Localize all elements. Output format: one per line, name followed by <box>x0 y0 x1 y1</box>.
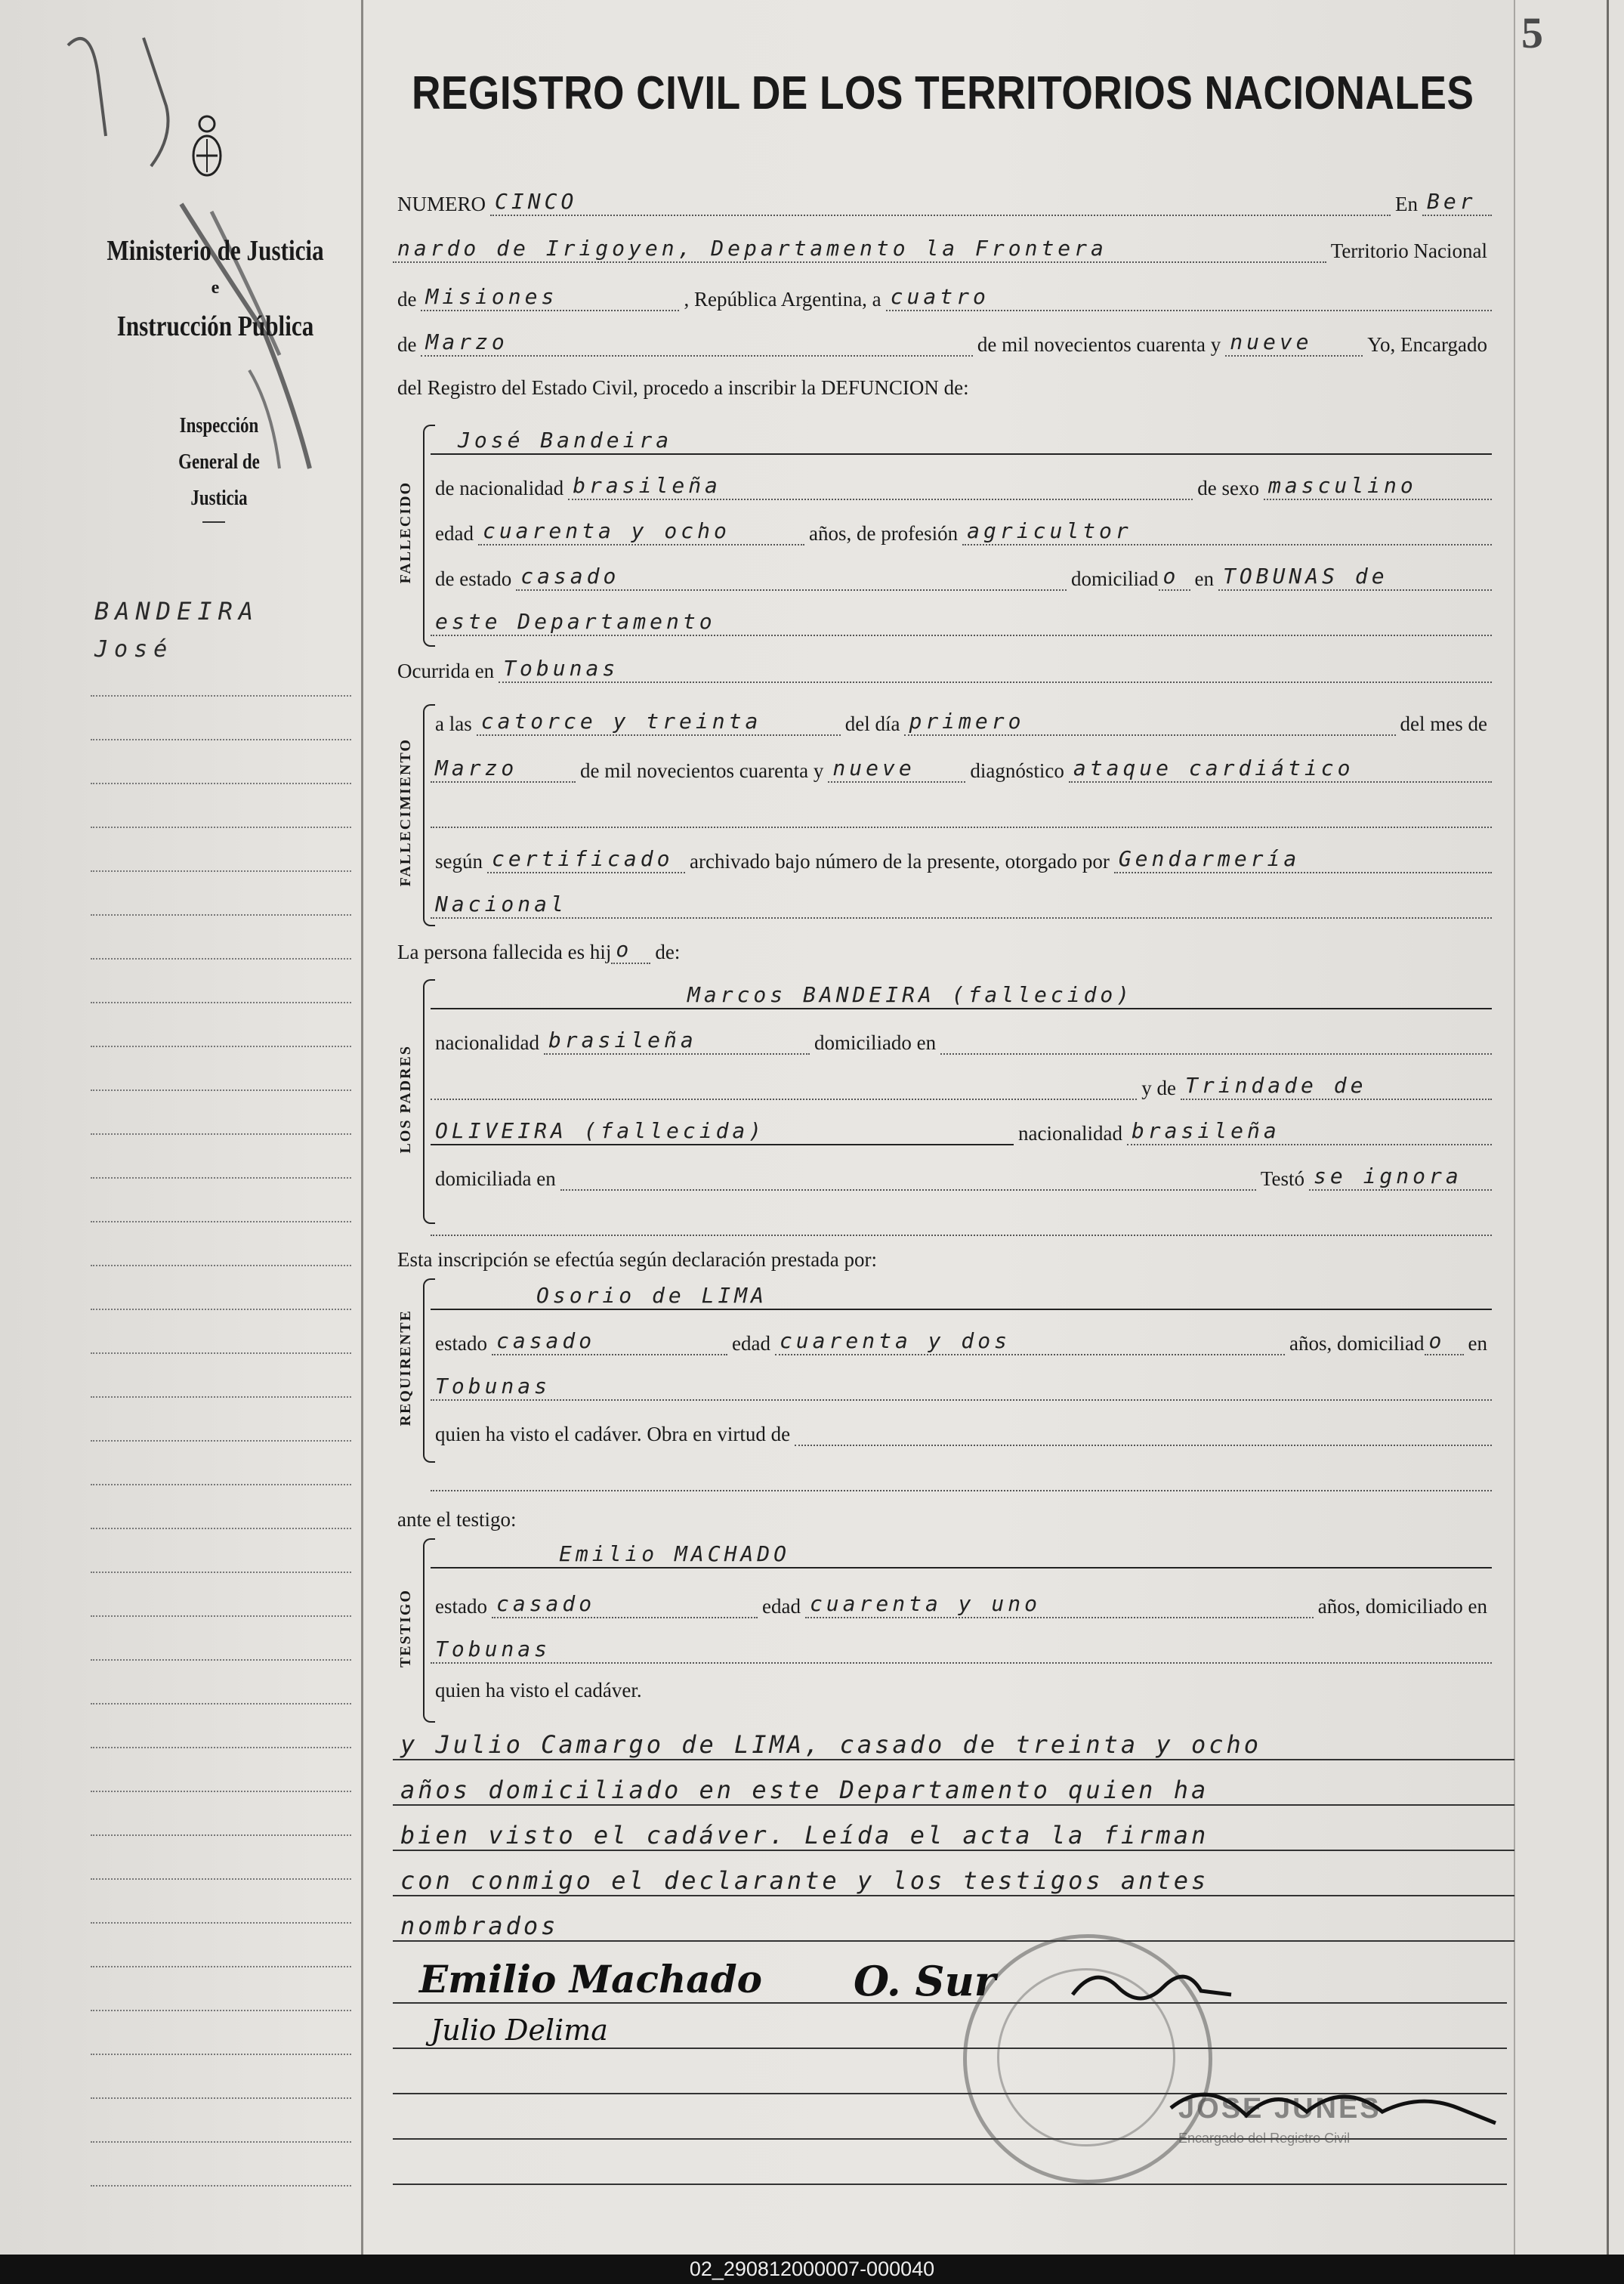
fallecido-section-label: FALLECIDO <box>397 481 414 584</box>
territorio-label: Territorio Nacional <box>1330 240 1487 262</box>
handwritten-line-3: bien visto el cadáver. Leída el acta la firman <box>393 1821 1514 1851</box>
hijo-de-label: de: <box>655 941 681 963</box>
en-label-2: en <box>1194 567 1214 590</box>
requirente-estado-label: estado <box>435 1332 487 1355</box>
fallecido-sexo: masculino <box>1264 473 1492 500</box>
requirente-name: Osorio de LIMA <box>431 1283 1492 1310</box>
margin-ruled-line <box>91 1221 351 1222</box>
page-number: 5 <box>1521 8 1543 57</box>
fallecimiento-segun: certificado <box>487 846 685 873</box>
signature-machado: Emilio Machado <box>419 1957 763 2001</box>
margin-ruled-line <box>91 1572 351 1573</box>
margin-ruled-line <box>91 783 351 784</box>
requirente-domicilio: Tobunas <box>431 1374 1492 1401</box>
requirente-domiciliado-label: años, domiciliad <box>1289 1332 1425 1355</box>
testigo-section-label: TESTIGO <box>397 1588 414 1668</box>
requirente-blank-row <box>431 1464 1492 1491</box>
stamp-subtitle: Encargado del Registro Civil <box>1178 2131 1351 2146</box>
ante-label: ante el testigo: <box>397 1508 517 1531</box>
territorio-value: Misiones <box>421 284 679 311</box>
margin-ruled-line <box>91 1177 351 1179</box>
hijo-label: La persona fallecida es hij <box>397 941 612 963</box>
y-de-label: y de <box>1141 1077 1176 1099</box>
handwritten-line-4: con conmigo el declarante y los testigos antes <box>393 1866 1514 1896</box>
testigo-visto-row <box>431 1679 1492 1702</box>
testigo-edad: cuarenta y uno <box>805 1591 1314 1618</box>
testigo-name-row <box>431 1541 1492 1569</box>
margin-ruled-line <box>91 1046 351 1047</box>
margin-ruled-line <box>91 1309 351 1310</box>
mes-row <box>393 329 1492 357</box>
de-label: de <box>397 288 417 311</box>
diagnostico-label: diagnóstico <box>970 759 1064 782</box>
archivado-label: archivado bajo número de la presente, otorgado por <box>690 850 1110 873</box>
requirente-en-label: en <box>1468 1332 1487 1355</box>
fallecimiento-otorgado: Gendarmería <box>1114 846 1492 873</box>
blank-line <box>431 801 1492 828</box>
margin-ruled-line <box>91 2097 351 2099</box>
ocurrida-value: Tobunas <box>499 656 1492 683</box>
ante-row <box>393 1508 1492 1531</box>
national-seal-icon <box>189 113 225 181</box>
madre-blank <box>431 1073 1137 1100</box>
otorgado2-row <box>431 892 1492 919</box>
fallecido-name-row <box>431 428 1492 455</box>
margin-ruled-line <box>91 1878 351 1880</box>
fallecido-nac-row <box>431 473 1492 500</box>
madre-row-2 <box>431 1118 1492 1145</box>
numero-row <box>393 189 1492 216</box>
fallecimiento-hora: catorce y treinta <box>477 709 841 736</box>
margin-ruled-line <box>91 1747 351 1748</box>
ministry-conjunction: e <box>211 278 220 298</box>
signature-delima: Julio Delima <box>431 2014 608 2047</box>
margin-ruled-line <box>91 1440 351 1442</box>
madre-row <box>431 1073 1492 1100</box>
padre-nac-row <box>431 1028 1492 1055</box>
declaracion-row <box>393 1248 1492 1272</box>
ministry-title: Ministerio de Justicia <box>107 235 324 267</box>
domiciliado-suffix: o <box>1159 564 1190 591</box>
requirente-blank-line <box>431 1464 1492 1491</box>
ministry-subtitle: Instrucción Pública <box>116 311 314 342</box>
stamp-name: JOSE JUNES <box>1178 2093 1382 2125</box>
margin-ruled-line <box>91 827 351 828</box>
margin-column <box>0 0 363 2255</box>
edad-label: edad <box>435 522 474 545</box>
margin-ruled-line <box>91 1484 351 1485</box>
margin-ruled-line <box>91 695 351 697</box>
padre-domiciliado-label: domiciliado en <box>814 1031 937 1054</box>
right-edge-strip <box>1514 0 1624 2255</box>
fallecido-domicilio2: este Departamento <box>431 609 1492 636</box>
testo-label: Testó <box>1260 1167 1304 1190</box>
padre-domicilio <box>940 1028 1492 1055</box>
margin-ruled-line <box>91 1615 351 1617</box>
madre-dom-row <box>431 1164 1492 1191</box>
requirente-virtud <box>795 1419 1492 1446</box>
image-caption: 02_290812000007-000040 <box>0 2255 1624 2284</box>
requirente-estado-row <box>431 1328 1492 1355</box>
numero-label: NUMERO <box>397 193 486 215</box>
ocurrida-label: Ocurrida en <box>397 660 495 682</box>
ocurrida-row <box>393 656 1492 683</box>
margin-ruled-line <box>91 1966 351 1967</box>
territorio-row <box>393 284 1492 311</box>
segun-row <box>431 846 1492 873</box>
republica-label: , República Argentina, a <box>684 288 881 311</box>
locality-value: nardo de Irigoyen, Departamento la Frontera <box>393 236 1326 263</box>
margin-ruled-line <box>91 2010 351 2011</box>
declaracion-label: Esta inscripción se efectúa según declaración prestada por: <box>397 1248 877 1271</box>
margin-ruled-line <box>91 1089 351 1091</box>
signature-line-2 <box>393 2048 1507 2049</box>
nacionalidad-label: de nacionalidad <box>435 477 564 499</box>
testigo-estado-label: estado <box>435 1595 487 1618</box>
signature-line-5 <box>393 2184 1507 2185</box>
intro-text: del Registro del Estado Civil, procedo a inscribir la DEFUNCION de: <box>397 376 969 399</box>
margin-divider <box>202 521 225 523</box>
margin-ruled-line <box>91 2141 351 2143</box>
signature-scrawl-icon <box>1065 1957 1239 2010</box>
testigo-estado: casado <box>492 1591 758 1618</box>
testigo-dom-row <box>431 1637 1492 1664</box>
margin-ruled-line <box>91 870 351 872</box>
testigo-edad-label: edad <box>761 1595 801 1618</box>
margin-surname: BANDEIRA <box>94 597 260 626</box>
padres-section-label: LOS PADRES <box>397 1045 414 1154</box>
testigo-domicilio: Tobunas <box>431 1637 1492 1664</box>
requirente-edad-label: edad <box>731 1332 770 1355</box>
margin-ruled-line <box>91 1922 351 1924</box>
padre-row <box>431 982 1492 1009</box>
fallecido-name: José Bandeira <box>431 428 1492 455</box>
de-label-2: de <box>397 333 417 356</box>
year-label: de mil novecientos cuarenta y <box>977 333 1221 356</box>
margin-ruled-line <box>91 1352 351 1354</box>
margin-ruled-line <box>91 2185 351 2187</box>
requirente-section-label: REQUIRENTE <box>397 1309 414 1426</box>
encargado-signature-icon <box>1163 2070 1503 2138</box>
fallecimiento-dia: primero <box>904 709 1395 736</box>
madre-name-1: Trindade de <box>1181 1073 1492 1100</box>
mes-value: Marzo <box>421 329 972 357</box>
handwritten-line-1: y Julio Camargo de LIMA, casado de treinta y ocho <box>393 1730 1514 1760</box>
requirente-name-row <box>431 1283 1492 1310</box>
fallecimiento-year-label: de mil novecientos cuarenta y <box>580 759 824 782</box>
requirente-dom-row <box>431 1374 1492 1401</box>
margin-ruled-line <box>91 1002 351 1003</box>
madre-domicilio <box>560 1164 1256 1191</box>
dia-label: del día <box>844 712 900 735</box>
padre-nac-label: nacionalidad <box>435 1031 539 1054</box>
yo-label: Yo, Encargado <box>1367 333 1487 356</box>
domiciliado-label: domiciliad <box>1071 567 1159 590</box>
numero-value: CINCO <box>490 189 1391 216</box>
fallecido-domicilio: TOBUNAS de <box>1218 564 1492 591</box>
margin-ruled-line <box>91 1528 351 1529</box>
en-value: Ber <box>1422 189 1492 216</box>
domiciliada-label: domiciliada en <box>435 1167 556 1190</box>
madre-nac-label: nacionalidad <box>1018 1122 1122 1145</box>
hora-row <box>431 709 1492 736</box>
padre-nacionalidad: brasileña <box>544 1028 810 1055</box>
requirente-visto-label: quien ha visto el cadáver. Obra en virtud de <box>435 1423 791 1445</box>
fallecido-estado: casado <box>516 564 1067 591</box>
margin-ruled-line <box>91 739 351 740</box>
fallecimiento-diagnostico: ataque cardiático <box>1069 756 1492 783</box>
madre-name-2: OLIVEIRA (fallecida) <box>431 1118 1014 1145</box>
estado-label: de estado <box>435 567 512 590</box>
margin-ruled-line <box>91 2054 351 2055</box>
madre-nacionalidad: brasileña <box>1127 1118 1492 1145</box>
fallecido-nacionalidad: brasileña <box>568 473 1193 500</box>
padres-blank-row <box>431 1209 1492 1236</box>
fallecido-edad-row <box>431 518 1492 546</box>
testo-value: se ignora <box>1309 1164 1492 1191</box>
hijo-row <box>393 937 1492 964</box>
dia-value: cuatro <box>886 284 1492 311</box>
padres-blank-line <box>431 1209 1492 1236</box>
year-value: nueve <box>1225 329 1363 357</box>
testigo-domiciliado-label: años, domiciliado en <box>1317 1595 1487 1618</box>
testigo-visto-label: quien ha visto el cadáver. <box>435 1679 642 1701</box>
margin-ruled-line <box>91 1834 351 1836</box>
intro-row <box>393 376 1492 400</box>
requirente-domiciliado-suffix: o <box>1425 1328 1464 1355</box>
margin-ruled-line <box>91 1703 351 1705</box>
margin-ruled-line <box>91 1791 351 1792</box>
fallecido-estado-row <box>431 564 1492 591</box>
mes-fallecimiento-row <box>431 756 1492 783</box>
sexo-label: de sexo <box>1197 477 1259 499</box>
fallecimiento-otorgado2: Nacional <box>431 892 1492 919</box>
requirente-estado: casado <box>492 1328 727 1355</box>
profesion-label: años, de profesión <box>808 522 959 545</box>
form-title: REGISTRO CIVIL DE LOS TERRITORIOS NACIONALES <box>412 67 1474 119</box>
blank-row <box>431 801 1492 828</box>
margin-ruled-line <box>91 1396 351 1398</box>
margin-given-name: José <box>94 636 174 663</box>
fallecimiento-year: nueve <box>828 756 965 783</box>
inspection-label: Inspección General de Justicia <box>178 414 260 510</box>
requirente-edad: cuarenta y dos <box>775 1328 1285 1355</box>
padre-name: Marcos BANDEIRA (fallecido) <box>431 982 1492 1009</box>
segun-label: según <box>435 850 483 873</box>
handwritten-line-5: nombrados <box>393 1912 1514 1942</box>
fallecimiento-mes: Marzo <box>431 756 576 783</box>
mes-label: del mes de <box>1400 712 1487 735</box>
handwritten-line-2: años domiciliado en este Departamento quien ha <box>393 1776 1514 1806</box>
margin-ruled-line <box>91 1659 351 1661</box>
hora-label: a las <box>435 712 472 735</box>
testigo-estado-row <box>431 1591 1492 1618</box>
margin-ruled-line <box>91 958 351 960</box>
margin-ruled-line <box>91 1133 351 1135</box>
requirente-visto-row <box>431 1419 1492 1446</box>
locality-row <box>393 236 1492 263</box>
testigo-name: Emilio MACHADO <box>431 1541 1492 1569</box>
signature-osorio: O. Sur <box>854 1957 996 2005</box>
fallecimiento-section-label: FALLECIMIENTO <box>397 737 414 887</box>
fallecido-edad: cuarenta y ocho <box>478 518 804 546</box>
fallecido-domicilio2-row <box>431 609 1492 636</box>
hijo-suffix: o <box>611 937 650 964</box>
fallecido-profesion: agricultor <box>962 518 1492 546</box>
margin-ruled-line <box>91 914 351 916</box>
en-label: En <box>1395 193 1418 215</box>
margin-ruled-line <box>91 1265 351 1266</box>
